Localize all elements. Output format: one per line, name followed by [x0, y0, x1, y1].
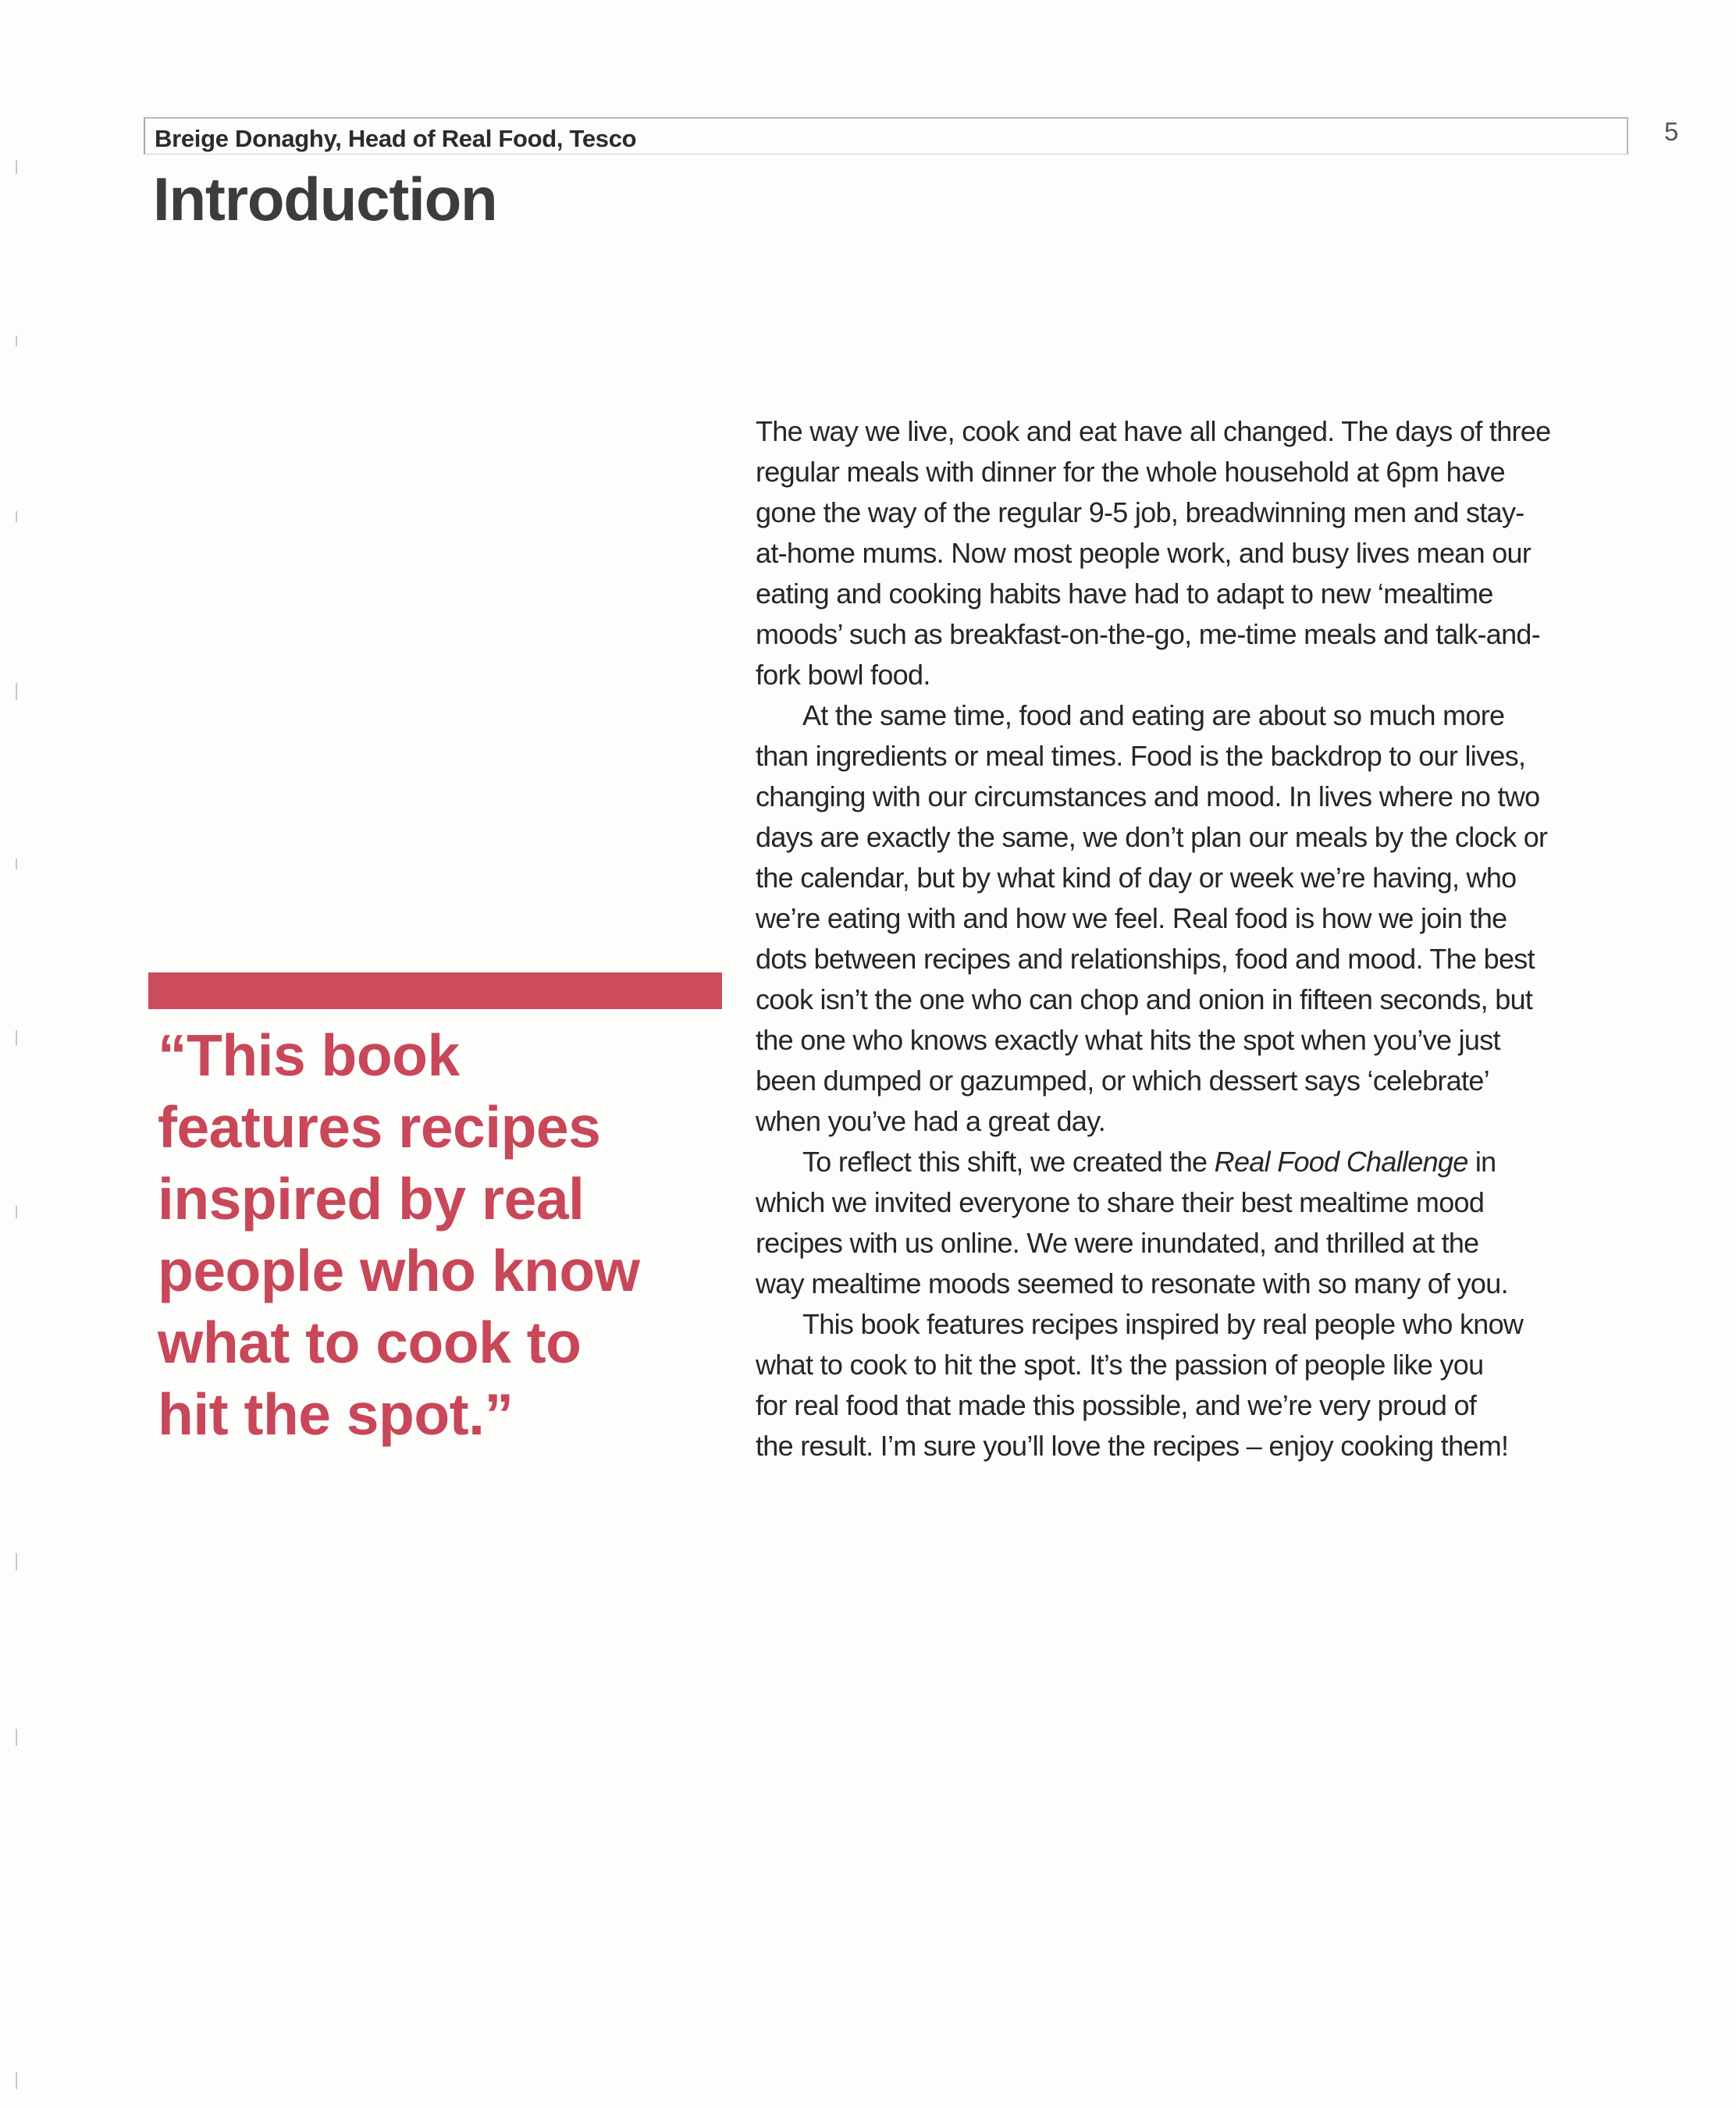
- text-run: To reflect this shift, we created the: [802, 1146, 1215, 1178]
- paragraph: [756, 1142, 1645, 1304]
- text-line: what to cook to hit the spot. It’s the passion of people like you: [756, 1349, 1484, 1381]
- text-line: the one who knows exactly what hits the spot when you’ve just: [756, 1024, 1500, 1056]
- scan-edge-mark: [16, 160, 17, 174]
- text-line: recipes with us online. We were inundated, and thrilled at the: [756, 1227, 1479, 1259]
- text-line: than ingredients or meal times. Food is the backdrop to our lives,: [756, 740, 1526, 772]
- page-title: Introduction: [153, 165, 497, 233]
- scan-edge-mark: [16, 683, 17, 700]
- paragraph: [756, 1304, 1645, 1466]
- pull-quote-line: what to cook to: [158, 1310, 582, 1375]
- scan-edge-mark: [16, 1206, 17, 1218]
- pull-quote-line: people who know: [158, 1238, 640, 1303]
- scan-edge-mark: [16, 336, 17, 347]
- pull-quote-line: inspired by real: [158, 1166, 585, 1232]
- text-line: fork bowl food.: [756, 659, 930, 691]
- text-line: eating and cooking habits have had to adapt to new ‘mealtime: [756, 578, 1493, 610]
- page-number: 5: [1664, 117, 1679, 146]
- scan-edge-mark: [16, 1729, 17, 1746]
- text-line: This book features recipes inspired by real people who know: [802, 1308, 1524, 1340]
- scan-edge-mark: [16, 858, 17, 869]
- text-line: cook isn’t the one who can chop and onion in fifteen seconds, but: [756, 983, 1533, 1015]
- text-line: at-home mums. Now most people work, and busy lives mean our: [756, 537, 1531, 569]
- text-line: when you’ve had a great day.: [756, 1105, 1106, 1137]
- body-text: [756, 411, 1645, 1466]
- text-line: the calendar, but by what kind of day or week we’re having, who: [756, 862, 1517, 894]
- text-line: the result. I’m sure you’ll love the recipes – enjoy cooking them!: [756, 1430, 1509, 1462]
- paragraph: [756, 695, 1645, 1142]
- scan-edge-mark: [16, 1030, 17, 1046]
- text-line: for real food that made this possible, and we’re very proud of: [756, 1389, 1477, 1421]
- pull-quote: [158, 1019, 731, 1450]
- scan-edge-mark: [16, 511, 17, 522]
- text-line: regular meals with dinner for the whole household at 6pm have: [756, 456, 1505, 488]
- author-byline: Breige Donaghy, Head of Real Food, Tesco: [155, 125, 637, 152]
- paragraph: [756, 411, 1645, 695]
- scan-edge-mark: [16, 2072, 17, 2089]
- pull-quote-bar: [148, 972, 722, 1009]
- text-line: moods’ such as breakfast-on-the-go, me-time meals and talk-and-: [756, 618, 1541, 650]
- pull-quote-line: features recipes: [158, 1094, 601, 1160]
- text-line: gone the way of the regular 9-5 job, breadwinning men and stay-: [756, 496, 1524, 528]
- pull-quote-line: hit the spot.”: [158, 1381, 514, 1447]
- text-line: which we invited everyone to share their best mealtime mood: [756, 1186, 1485, 1218]
- text-run: in: [1467, 1146, 1496, 1178]
- text-line: The way we live, cook and eat have all changed. The days of three: [756, 415, 1551, 447]
- text-line: way mealtime moods seemed to resonate with so many of you.: [756, 1267, 1508, 1299]
- pull-quote-line: “This book: [158, 1022, 460, 1088]
- text-line: [756, 1142, 1645, 1182]
- text-line: dots between recipes and relationships, food and mood. The best: [756, 943, 1535, 975]
- text-line: At the same time, food and eating are about so much more: [802, 699, 1505, 731]
- scan-edge-mark: [16, 1553, 17, 1570]
- text-line: we’re eating with and how we feel. Real food is how we join the: [756, 902, 1507, 934]
- text-line: changing with our circumstances and mood. In lives where no two: [756, 780, 1540, 812]
- text-line: days are exactly the same, we don’t plan our meals by the clock or: [756, 821, 1548, 853]
- challenge-name: Real Food Challenge: [1214, 1146, 1468, 1178]
- text-line: been dumped or gazumped, or which dessert says ‘celebrate’: [756, 1065, 1489, 1097]
